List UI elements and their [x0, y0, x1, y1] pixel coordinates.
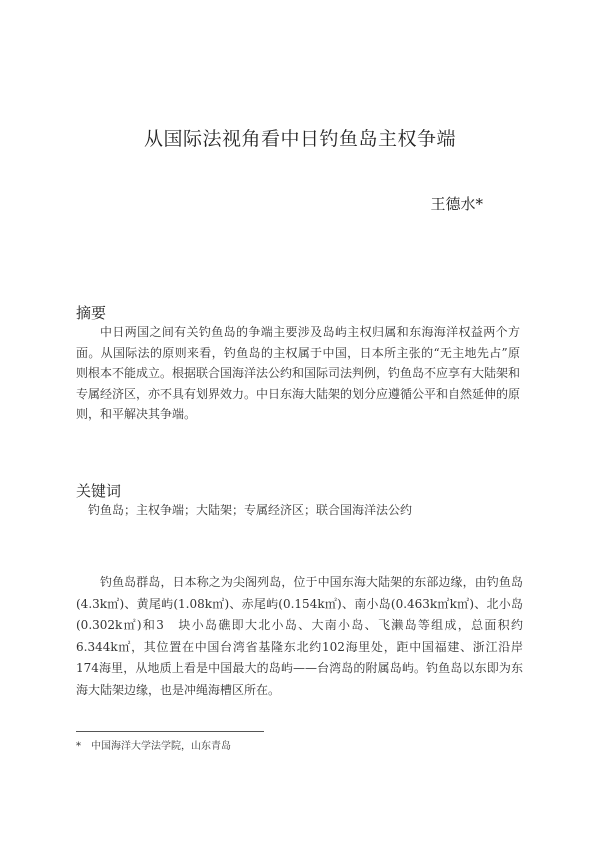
keywords-text: 钓鱼岛；主权争端；大陆架；专属经济区；联合国海洋法公约 — [88, 503, 413, 517]
abstract-text: 中日两国之间有关钓鱼岛的争端主要涉及岛屿主权归属和东海海洋权益两个方面。从国际法的原则来看，钓鱼岛的主权属于中国，日本所主张的“无主地先占”原则根本不能成立。根据联合国海洋法公约和国际司法判例，钓鱼岛不应享有大陆架和专属经济区，亦不具有划界效力。中日东海大陆架的划分应遵循公平和自然延伸的原则，和平解决其争端。 — [76, 325, 521, 421]
abstract-heading: 摘要 — [76, 304, 107, 322]
keywords-heading: 关键词 — [76, 482, 122, 500]
footnote-divider — [76, 731, 264, 732]
footnote: * 中国海洋大学法学院，山东青岛 — [76, 741, 231, 752]
body-paragraph: 钓鱼岛群岛，日本称之为尖阁列岛，位于中国东海大陆架的东部边缘，由钓鱼岛(4.3k㎡)、黄尾屿(1.08k㎡)、赤尾屿(0.154k㎡)、南小岛(0.463k㎡k㎡)、北小岛(0.302k㎡)和3 块小岛礁即大北小岛、大南小岛、飞濑岛等组成，总面积约6.344k㎡，其位置在中国台湾省基隆东北约102海里处，距中国福建、浙江沿岸174海里，从地质上看是中国最大的岛屿——台湾岛的附属岛屿。钓鱼岛以东即为东海大陆架边缘，也是冲绳海槽区所在。 — [76, 575, 523, 697]
paper-title: 从国际法视角看中日钓鱼岛主权争端 — [143, 128, 456, 150]
author-name: 王德水* — [430, 195, 483, 213]
